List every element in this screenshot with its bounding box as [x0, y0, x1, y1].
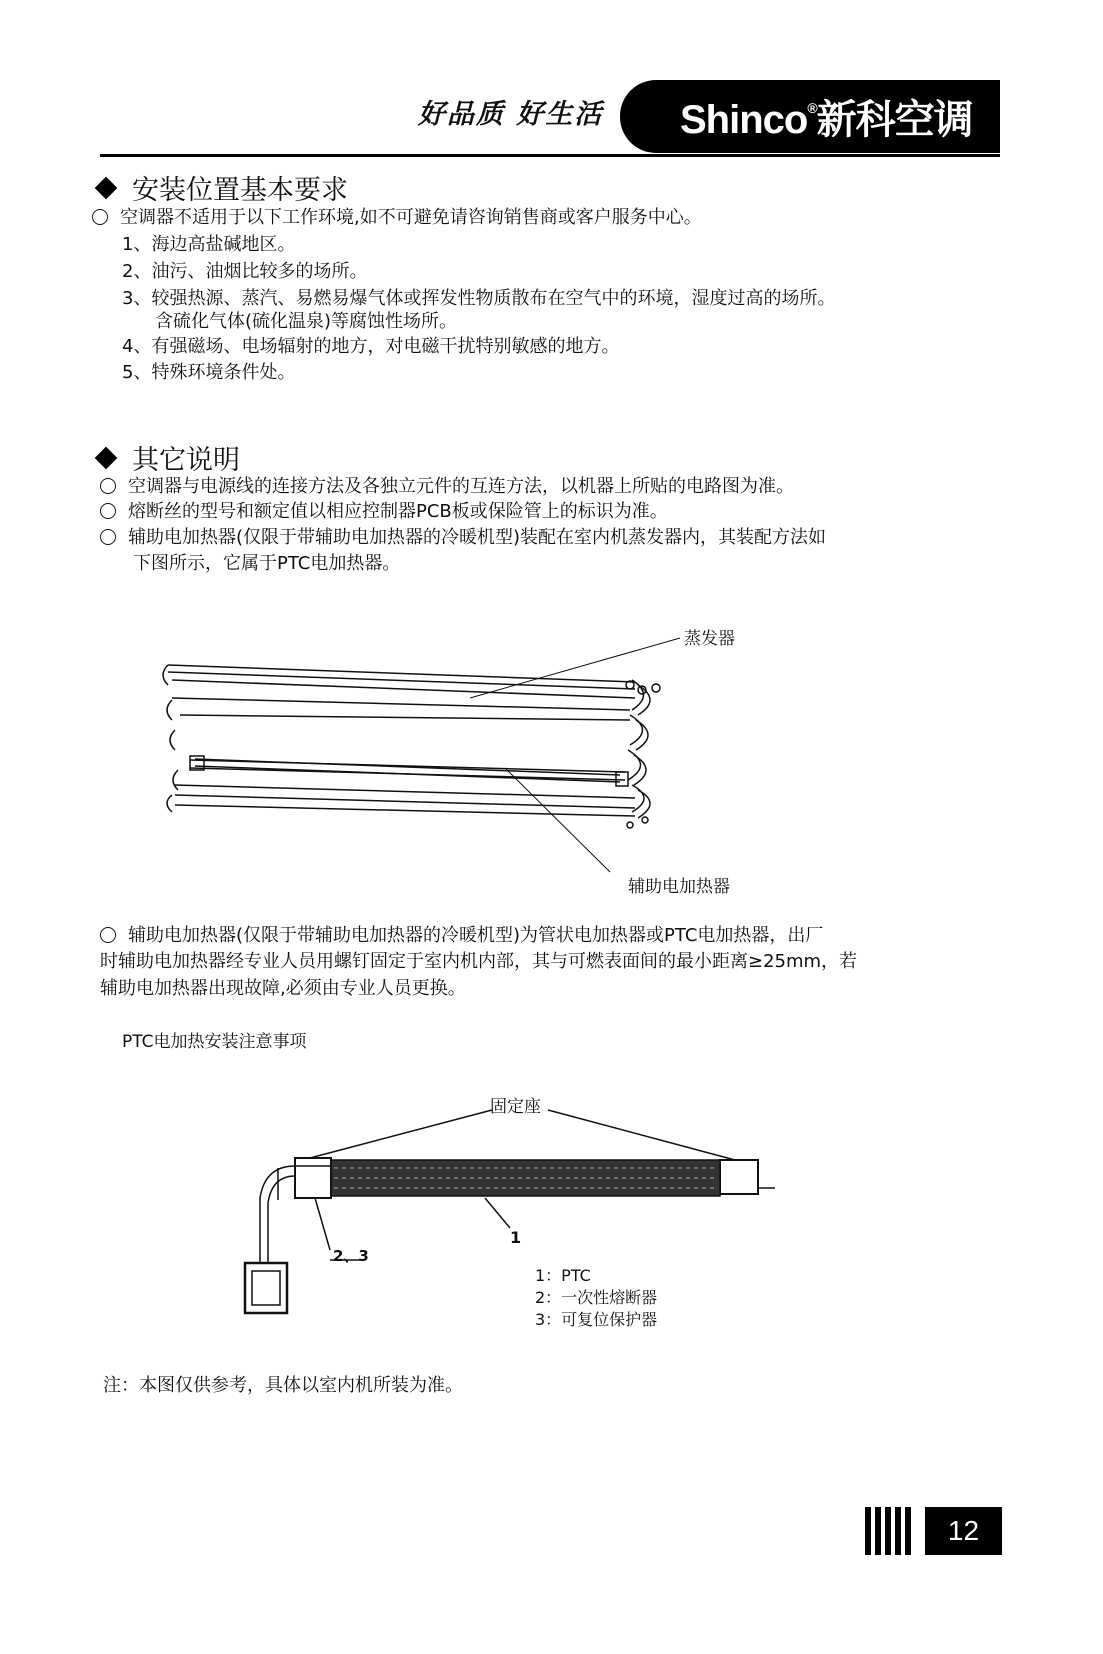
diamond-icon: [95, 177, 118, 200]
section-title-install: 安装位置基本要求: [92, 168, 348, 207]
brand-logo: [680, 88, 973, 145]
footnote: 注：本图仅供参考，具体以室内机所装为准。: [103, 1375, 463, 1396]
brand-name-cn: 新科空调: [816, 98, 973, 142]
label-mount: 固定座: [490, 1097, 541, 1117]
legend-item: 2：一次性熔断器: [535, 1288, 658, 1307]
diamond-icon: [95, 447, 118, 470]
circle-bullet-icon: [100, 529, 116, 545]
heater-note-line2: 时辅助电加热器经专业人员用螺钉固定于室内机内部，其与可燃表面间的最小距离≥25mm，若: [100, 951, 858, 972]
circle-bullet-icon: [92, 209, 108, 225]
ptc-heater-figure: [230, 1088, 790, 1328]
slogan: 好品质 好生活: [418, 99, 604, 130]
legend-item: 1：PTC: [535, 1266, 591, 1285]
registered-mark: ®: [807, 99, 817, 116]
other-bullet: 空调器与电源线的连接方法及各独立元件的互连方法，以机器上所贴的电路图为准。: [100, 473, 794, 500]
list-item: 4、有强磁场、电场辐射的地方，对电磁干扰特别敏感的地方。: [122, 336, 620, 357]
list-item: 2、油污、油烟比较多的场所。: [122, 261, 368, 282]
list-item: 5、特殊环境条件处。: [122, 362, 296, 383]
list-item: 1、海边高盐碱地区。: [122, 234, 296, 255]
label-ptc-1: 1: [510, 1228, 522, 1247]
heater-note: 辅助电加热器(仅限于带辅助电加热器的冷暖机型)为管状电加热器或PTC电加热器，出厂: [100, 922, 823, 949]
list-item: 含硫化气体(硫化温泉)等腐蚀性场所。: [155, 311, 458, 332]
label-evaporator: 蒸发器: [684, 629, 735, 649]
other-bullet: 熔断丝的型号和额定值以相应控制器PCB板或保险管上的标识为准。: [100, 498, 668, 525]
brand-name: Shinco: [680, 98, 808, 142]
circle-bullet-icon: [100, 927, 116, 943]
legend-item: 3：可复位保护器: [535, 1310, 658, 1329]
ptc-caption: PTC电加热安装注意事项: [122, 1032, 307, 1052]
circle-bullet-icon: [100, 478, 116, 494]
section-title-other: 其它说明: [92, 438, 240, 477]
other-bullet: 辅助电加热器(仅限于带辅助电加热器的冷暖机型)装配在室内机蒸发器内，其装配方法如: [100, 524, 826, 551]
circle-bullet-icon: [100, 503, 116, 519]
header-rule: [100, 154, 1000, 157]
section1-intro: 空调器不适用于以下工作环境,如不可避免请咨询销售商或客户服务中心。: [92, 204, 702, 231]
other-bullet-cont: 下图所示，它属于PTC电加热器。: [133, 553, 401, 574]
list-item: 3、较强热源、蒸汽、易燃易爆气体或挥发性物质散布在空气中的环境，湿度过高的场所。: [122, 288, 836, 309]
label-ptc-23: 2、3: [333, 1247, 369, 1265]
page-number: 12: [925, 1507, 1002, 1555]
label-aux-heater: 辅助电加热器: [628, 877, 730, 897]
page-number-box: [865, 1507, 1002, 1555]
ptc-legend: [535, 1265, 657, 1331]
evaporator-figure: [150, 620, 770, 900]
heater-note-line3: 辅助电加热器出现故障,必须由专业人员更换。: [100, 978, 466, 999]
